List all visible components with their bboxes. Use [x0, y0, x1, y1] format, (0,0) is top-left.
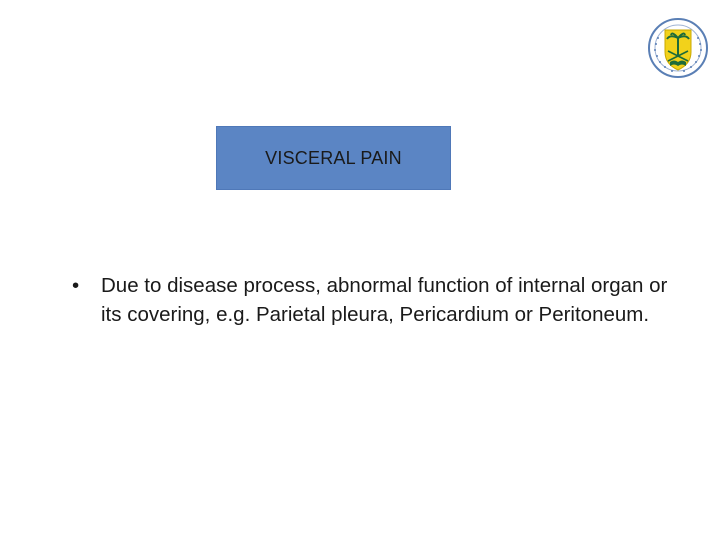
bullet-item: [70, 271, 670, 329]
bullet-list: [70, 271, 670, 329]
bullet-marker: •: [72, 274, 80, 297]
slide-title: VISCERAL PAIN: [265, 147, 402, 168]
university-seal-icon: [648, 14, 708, 82]
title-box: [216, 126, 451, 190]
bullet-text: Due to disease process, abnormal function of internal organ or its covering, e.g. Parietal pleura, Pericardium or Peritoneum.: [101, 274, 668, 326]
